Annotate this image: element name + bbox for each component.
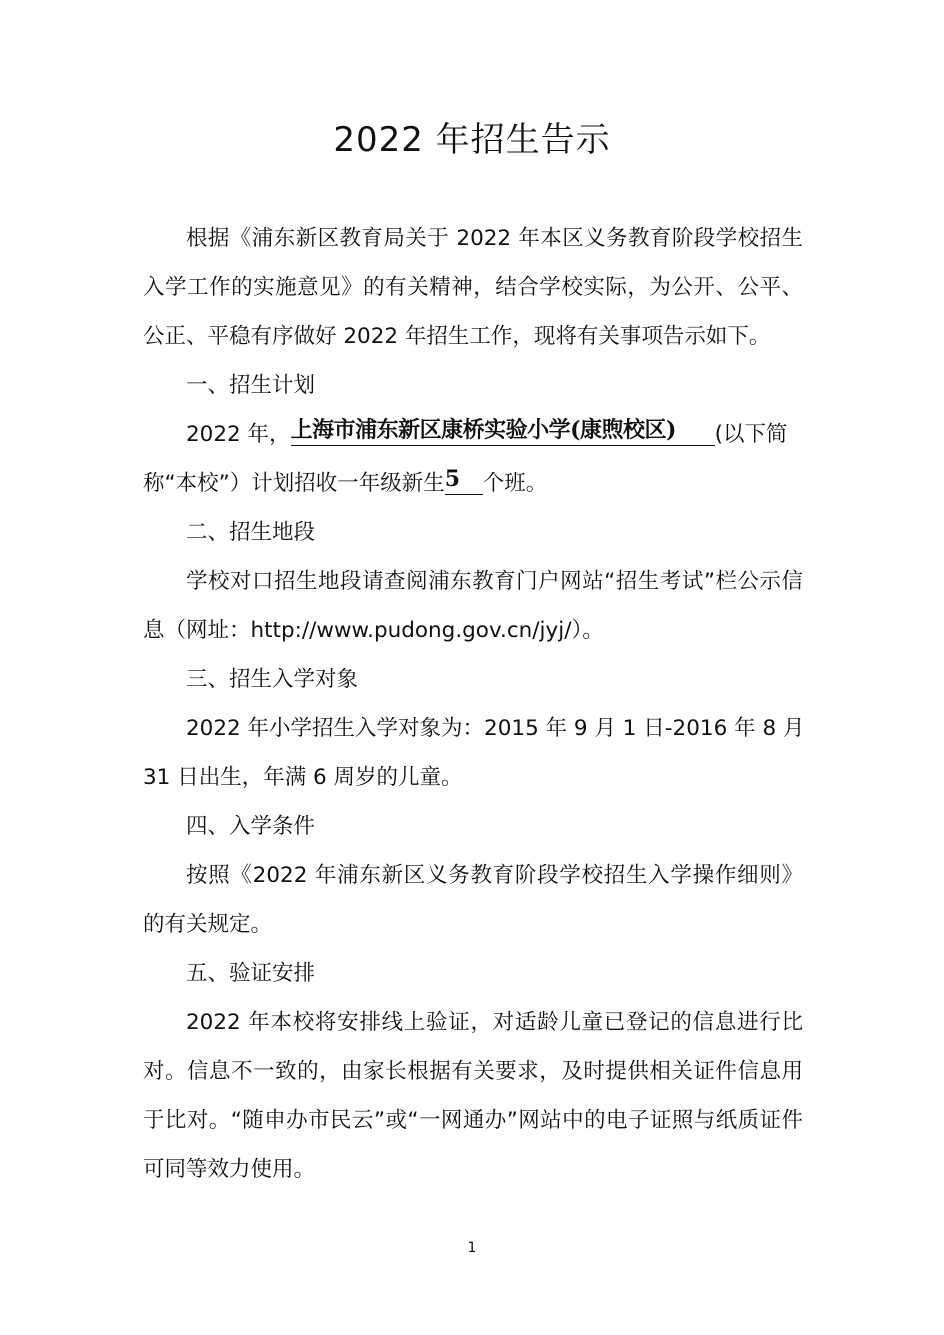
verification-line-3: 于比对。“随申办市民云”或“一网通办”网站中的电子证照与纸质证件 (143, 1108, 803, 1133)
section-heading-conditions: 四、入学条件 (186, 814, 316, 839)
plan-abbrev-text: (以下简 (714, 422, 788, 447)
conditions-line-1: 按照《2022 年浦东新区义务教育阶段学校招生入学操作细则》 (186, 863, 803, 888)
section-heading-verification: 五、验证安排 (186, 961, 316, 986)
plan-year-text: 2022 年， (186, 422, 291, 447)
conditions-line-2: 的有关规定。 (143, 912, 273, 937)
section-heading-plan: 一、招生计划 (186, 373, 316, 398)
intro-line-2: 入学工作的实施意见》的有关精神，结合学校实际，为公开、公平、 (143, 275, 803, 300)
intro-line-3: 公正、平稳有序做好 2022 年招生工作，现将有关事项告示如下。 (143, 324, 771, 349)
district-line-1: 学校对口招生地段请查阅浦东教育门户网站“招生考试”栏公示信 (186, 569, 803, 594)
verification-line-1: 2022 年本校将安排线上验证，对适龄儿童已登记的信息进行比 (186, 1010, 803, 1035)
eligibility-line-2: 31 日出生，年满 6 周岁的儿童。 (143, 765, 463, 790)
page-number: 1 (467, 1240, 477, 1256)
plan-class-unit: 个班。 (482, 471, 548, 496)
plan-recruit-text: 称“本校”）计划招收一年级新生 (143, 471, 445, 496)
plan-line-1 (143, 410, 803, 459)
plan-line-2 (143, 459, 803, 508)
verification-line-2: 对。信息不一致的，由家长根据有关要求，及时提供相关证件信息用 (143, 1059, 803, 1084)
class-count-field: 5 (445, 464, 483, 495)
page-title: 2022 年招生告示 (333, 120, 611, 160)
school-name-field: 上海市浦东新区康桥实验小学(康煦校区) (291, 415, 715, 446)
district-line-2: 息（网址：http://www.pudong.gov.cn/jyj/）。 (143, 618, 604, 643)
section-heading-eligibility: 三、招生入学对象 (186, 667, 359, 692)
eligibility-line-1: 2022 年小学招生入学对象为：2015 年 9 月 1 日-2016 年 8 月 (186, 716, 805, 741)
intro-line-1: 根据《浦东新区教育局关于 2022 年本区义务教育阶段学校招生 (186, 226, 803, 251)
verification-line-4: 可同等效力使用。 (143, 1157, 316, 1182)
section-heading-district: 二、招生地段 (186, 520, 316, 545)
